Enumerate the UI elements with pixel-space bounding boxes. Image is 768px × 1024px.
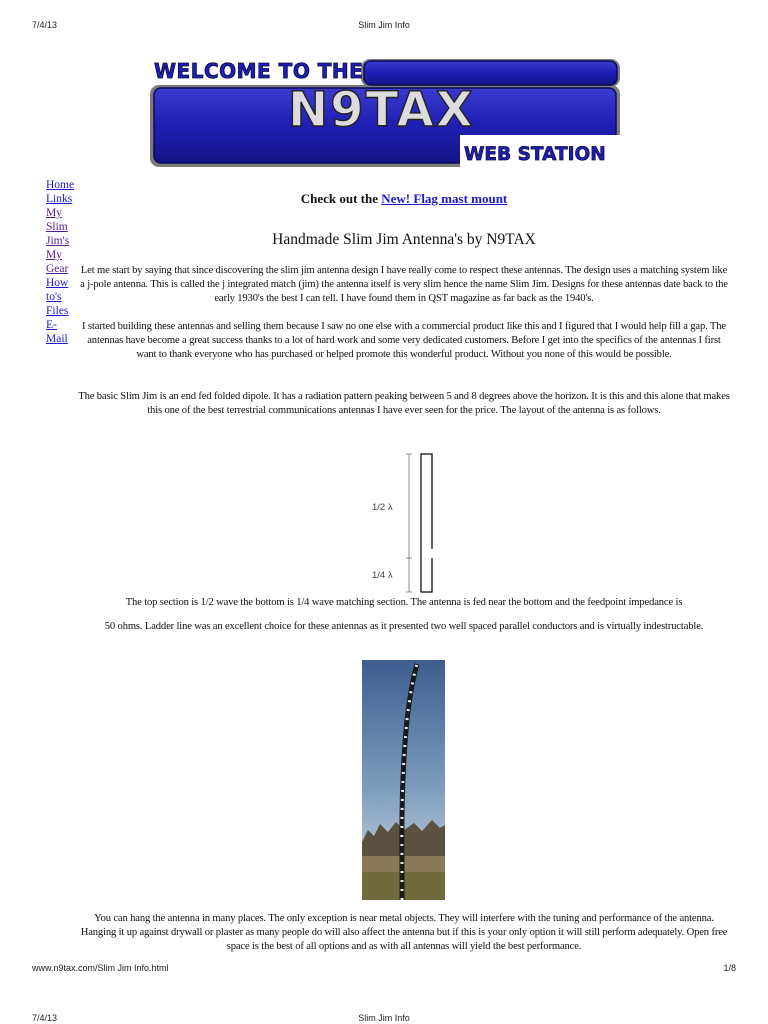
nav-link-links[interactable]: Links bbox=[46, 193, 73, 205]
antenna-photo bbox=[362, 660, 445, 900]
nav-link-email-2[interactable]: Mail bbox=[46, 333, 68, 345]
banner-line3: WEB STATION bbox=[464, 144, 606, 165]
flag-mast-mount-link[interactable]: New! Flag mast mount bbox=[381, 191, 508, 206]
history-paragraph: I started building these antennas and selling them because I saw no one else with a commercial product like this and I figured that I would help fill a gap. The antennas have become a great success thanks to a lot of hard work and some very dedicated customers. Before I get into the specifics of the antennas I first want to thank everyone who has purchased or helped promote this wonderful product. Without you none of this would be possible. bbox=[82, 321, 726, 360]
promo-prefix: Check out the bbox=[300, 191, 382, 206]
print-title: Slim Jim Info bbox=[358, 20, 410, 30]
nav-link-files[interactable]: Files bbox=[46, 305, 69, 317]
nav-link-email-1[interactable]: E- bbox=[46, 319, 57, 331]
quarter-wave-label: 1/4 λ bbox=[372, 570, 393, 581]
placement-paragraph: You can hang the antenna in many places. The only exception is near metal objects. They will interfere with the tuning and performance of the antenna. Hanging it up against drywall or plaster as many people do will also affect the antenna but if this is your only option it will still perform adequately. Open free space is the best of all options and as with all antennas will yield the best performance. bbox=[80, 913, 728, 952]
ladder-line-paragraph: 50 ohms. Ladder line was an excellent choice for these antennas as it presented two well spaced parallel conductors and is virtually indestructable. bbox=[104, 621, 704, 632]
banner-line1: WELCOME TO THE bbox=[154, 59, 364, 83]
next-page-date: 7/4/13 bbox=[32, 1013, 58, 1023]
nav-link-my-gear-1[interactable]: My bbox=[46, 249, 62, 261]
section-description: The top section is 1/2 wave the bottom is 1/4 wave matching section. The antenna is fed near the bottom and the feedpoint impedance is bbox=[125, 597, 683, 608]
print-url: www.n9tax.com/Slim Jim Info.html bbox=[32, 963, 169, 973]
nav-link-howtos-2[interactable]: to's bbox=[46, 291, 62, 303]
left-nav bbox=[46, 178, 76, 346]
nav-link-my-slim-jims-3[interactable]: Jim's bbox=[46, 235, 70, 247]
next-page-title: Slim Jim Info bbox=[358, 1013, 410, 1023]
design-paragraph: The basic Slim Jim is an end fed folded dipole. It has a radiation pattern peaking between 5 and 8 degrees above the horizon. It is this and this alone that makes this one of the best terrestrial communications antennas I have ever seen for the price. The layout of the antenna is as follows. bbox=[78, 391, 730, 416]
print-date: 7/4/13 bbox=[32, 20, 58, 30]
page-title: Handmade Slim Jim Antenna's by N9TAX bbox=[272, 231, 536, 248]
nav-link-howtos-1[interactable]: How bbox=[46, 277, 69, 289]
folded-dipole-element bbox=[421, 454, 432, 592]
nav-link-my-gear-2[interactable]: Gear bbox=[46, 263, 69, 275]
promo-line bbox=[78, 191, 730, 207]
print-page-number: 1/8 bbox=[723, 963, 736, 973]
nav-link-home[interactable]: Home bbox=[46, 179, 75, 191]
banner-line2: N9TAX bbox=[288, 82, 475, 138]
nav-link-my-slim-jims-2[interactable]: Slim bbox=[46, 221, 68, 233]
antenna-diagram bbox=[368, 450, 438, 595]
intro-paragraph: Let me start by saying that since discovering the slim jim antenna design I have really come to respect these antennas. The design uses a matching system like a j-pole antenna. This is called the j integrated match (jim) the antenna itself is very slim hence the name Slim Jim. Designs for these antennas date back to the early 1930's the best I can tell. I have found them in QST magazine as far back as the 1940's. bbox=[80, 265, 728, 304]
nav-link-my-slim-jims-1[interactable]: My bbox=[46, 207, 62, 219]
feed-gap bbox=[429, 549, 434, 558]
half-wave-label: 1/2 λ bbox=[372, 502, 393, 513]
welcome-banner bbox=[148, 55, 622, 171]
